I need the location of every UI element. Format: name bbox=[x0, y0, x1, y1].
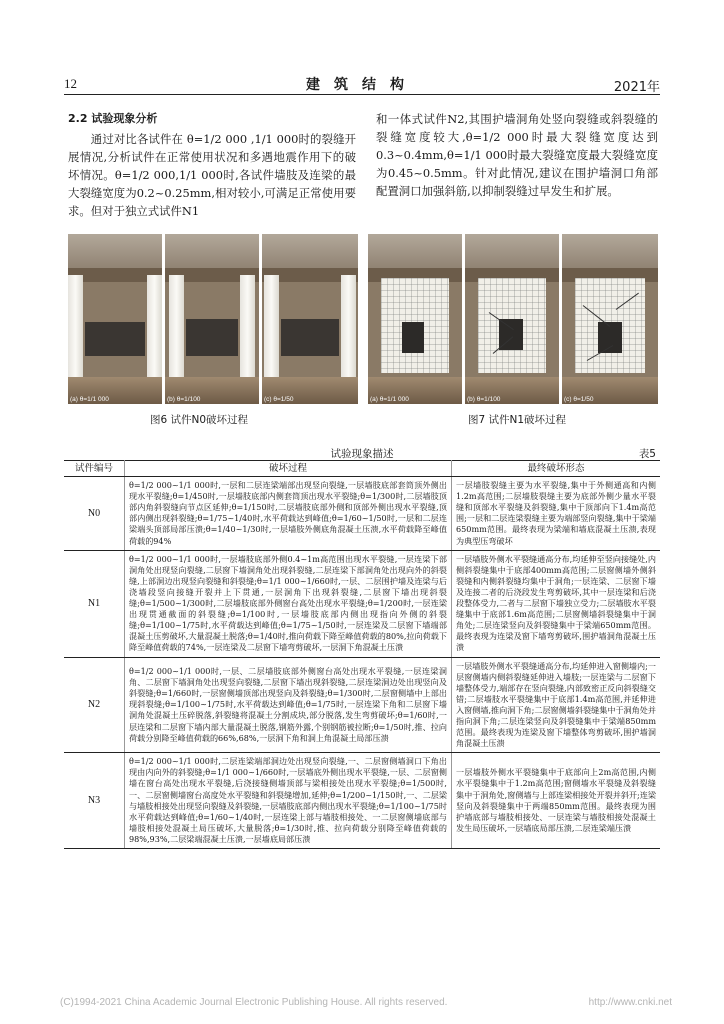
table-row bbox=[64, 657, 660, 753]
fig6-panel-b-label: (b) θ=1/100 bbox=[167, 396, 201, 403]
failure-process: θ=1/2 000~1/1 000时,一层、二层墙肢底部外侧窗台高处出现水平裂缝,一层连梁洞角、二层窗下墙洞角处出现竖向裂缝,二层窗下墙出现斜裂缝,二层连梁洞边处出现竖向及斜裂缝;θ=1/660时,一层窗侧墙顶部出现竖向及斜裂缝;θ=1/300时,二层窗侧墙中上部出现斜裂缝;θ=1/100~1/75时,水平荷载达到峰值;θ=1/75时,一层连梁下角和二层窗下墙洞角处混凝土压碎脱落,斜裂缝将混凝土分割成块,部分脱落,发生弯剪破坏;θ=1/60时,一层连梁和二层窗下墙内部大量混凝土脱落,钢筋外露,个别钢筋被拉断;θ=1/50时,推、拉向荷载分别降至峰值荷载的66%,68%,一层洞下角和洞上角混凝土局部压溃 bbox=[125, 657, 452, 753]
fig7-panel-c-label: (c) θ=1/50 bbox=[564, 396, 594, 403]
fig7-photo-b bbox=[465, 234, 559, 404]
col-header-final: 最终破坏形态 bbox=[452, 461, 661, 477]
figure-7 bbox=[368, 234, 658, 404]
copyright-text: (C)1994-2021 China Academic Journal Electronic Publishing House. All rights reserved. bbox=[60, 997, 448, 1008]
table-row bbox=[64, 753, 660, 849]
table-5-caption bbox=[64, 446, 660, 460]
final-failure-mode: 一层墙肢裂缝主要为水平裂缝,集中于外侧通高和内侧1.2m高范围;二层墙肢裂缝主要为底部外侧少量水平裂缝和顶部水平裂缝及斜裂缝,集中于顶部向下1.4m高范围;一层和二层连梁裂缝主要为端部竖向裂缝,集中于梁端650mm范围。最终表现为梁端和墙底混凝土压溃,表现为典型压弯破坏 bbox=[452, 477, 661, 551]
fig6-panel-c-label: (c) θ=1/50 bbox=[264, 396, 294, 403]
journal-title: 建筑结构 bbox=[306, 77, 418, 93]
figure-6-caption: 图6 试件N0破坏过程 bbox=[150, 414, 249, 426]
body-column-right bbox=[376, 110, 658, 200]
failure-process: θ=1/2 000~1/1 000时,一层墙肢底部外侧0.4~1m高范围出现水平裂缝,一层连梁下部洞角处出现竖向裂缝,二层窗下墙洞角处出现斜裂缝,二层连梁下部洞角处出现向外的斜裂缝,上部洞边出现竖向裂缝和斜裂缝;θ=1/1 000~1/660时,一层、二层围护墙及连梁与后浇墙段竖向接缝开裂并上下贯通,一层洞角下出现斜裂缝,二层窗下墙出现斜裂缝;θ=1/500~1/300时,二层墙肢底部外侧窗台高处出现水平裂缝;θ=1/200时,一层连梁出现贯通截面的斜裂缝;θ=1/100时,一层墙肢底部内侧出现指向外侧的斜裂缝;θ=1/100~1/75时,水平荷载达到峰值;θ=1/75~1/50时,一层连梁及二层窗下墙端部混凝土压剪破坏,大量混凝土脱落;θ=1/40时,推向荷载下降至峰值荷载的80%,拉向荷载下降至峰值荷载的74%,一层连梁及二层窗下墙弯剪破坏,一层洞下角混凝土压溃 bbox=[125, 550, 452, 657]
section-heading: 2.2 试验现象分析 bbox=[68, 112, 158, 125]
col-header-process: 破坏过程 bbox=[125, 461, 452, 477]
fig6-photo-c bbox=[262, 234, 358, 404]
table-row bbox=[64, 477, 660, 551]
table-5 bbox=[64, 460, 660, 849]
figure-6 bbox=[68, 234, 358, 404]
fig7-panel-b-label: (b) θ=1/100 bbox=[467, 396, 501, 403]
table-header-row bbox=[64, 461, 660, 477]
fig7-photo-c bbox=[562, 234, 658, 404]
table-5-title: 试验现象描述 bbox=[330, 448, 394, 460]
cnki-url: http://www.cnki.net bbox=[588, 997, 672, 1008]
figure-7-caption: 图7 试件N1破坏过程 bbox=[468, 414, 567, 426]
specimen-id: N0 bbox=[64, 477, 125, 551]
fig6-photo-a bbox=[68, 234, 162, 404]
issue-year: 2021年 bbox=[613, 80, 660, 95]
col-header-id: 试件编号 bbox=[64, 461, 125, 477]
body-column-left bbox=[68, 110, 356, 220]
failure-process: θ=1/2 000~1/1 000时,二层连梁端部洞边处出现竖向裂缝,一、二层窗侧墙洞口下角出现由内向外的斜裂缝;θ=1/1 000~1/660时,一层墙底外侧出现水平裂缝,一层、二层窗侧墙在窗台高处出现水平裂缝,后浇接缝侧墙顶部与梁相接处出现水平裂缝;θ=1/500时,一、二层窗侧墙窗台高度处水平裂缝和斜裂缝增加,延伸;θ=1/200~1/150时,一、二层梁与墙肢相接处出现竖向裂缝及斜裂缝,一层墙肢底部内侧出现水平裂缝;θ=1/100~1/75时水平荷载达到峰值;θ=1/60~1/40时,一层连梁上部与墙肢相接处、一二层窗侧墙底部与墙肢相接处混凝土局压破坏,大量脱落;θ=1/30时,推、拉向荷载分别降至峰值荷载的98%,93%,二层梁端混凝土压溃,一层墙底局部压溃 bbox=[125, 753, 452, 849]
fig7-panel-a-label: (a) θ=1/1 000 bbox=[370, 396, 409, 403]
page-number: 12 bbox=[64, 76, 77, 91]
final-failure-mode: 一层墙肢外侧水平裂缝通高分布,均延伸至竖向接缝处,内侧斜裂缝集中于底部400mm高范围;二层窗侧墙外侧斜裂缝和内侧斜裂缝均集中于洞角;一层连梁、二层窗下墙及连接二者的后浇段发生弯剪破坏,其中一层连梁和后浇段整体受力,二者与二层窗下墙独立受力;二层墙肢水平裂缝集中于底部1.6m高范围;二层窗侧墙斜裂缝集中于洞角处;二层连梁竖向及斜裂缝集中于梁端650mm范围。最终表现为连梁及窗下墙弯剪破坏,围护墙洞角混凝土压溃 bbox=[452, 550, 661, 657]
paragraph-right: 和一体式试件N2,其围护墙洞角处竖向裂缝或斜裂缝的裂缝宽度较大,θ=1/2 000时最大裂缝宽度达到0.3~0.4mm,θ=1/1 000时最大裂缝宽度最大裂缝宽度为0.45~0.5mm。针对此情况,建议在围护墙洞口角部配置洞口加强斜筋,以抑制裂缝过早发生和扩展。 bbox=[376, 112, 658, 198]
fig7-photo-a bbox=[368, 234, 462, 404]
table-row bbox=[64, 550, 660, 657]
final-failure-mode: 一层墙肢外侧水平裂缝集中于底部向上2m高范围,内侧水平裂缝集中于1.2m高范围;窗侧墙水平裂缝及斜裂缝集中于洞角处,窗侧墙与上部连梁相接处开裂并斜开;连梁竖向及斜裂缝集中于两端850mm范围。最终表现为围护墙底部与墙肢相接处、一层连梁与墙肢相接处混凝土发生局压破坏,一层墙底局部压溃,二层连梁端压溃 bbox=[452, 753, 661, 849]
final-failure-mode: 一层墙肢外侧水平裂缝通高分布,均延伸进入窗侧墙内;一层窗侧墙内侧斜裂缝延伸进入墙肢;一层连梁与二层窗下墙整体受力,端部存在竖向裂缝,内部致密正反向斜裂缝交错;二层墙肢水平裂缝集中于底部1.4m高范围,并延伸进入窗侧墙,推向洞下角;二层窗侧墙斜裂缝集中于洞角处并指向洞下角;二层连梁竖向及斜裂缝集中于梁端850mm范围。最终表现为连梁及窗下墙整体弯剪破坏,围护墙洞角混凝土压溃 bbox=[452, 657, 661, 753]
fig6-photo-b bbox=[165, 234, 259, 404]
specimen-id: N1 bbox=[64, 550, 125, 657]
specimen-id: N2 bbox=[64, 657, 125, 753]
running-header bbox=[64, 72, 660, 95]
table-5-number: 表5 bbox=[638, 448, 656, 460]
specimen-id: N3 bbox=[64, 753, 125, 849]
failure-process: θ=1/2 000~1/1 000时,一层和二层连梁端部出现竖向裂缝,一层墙肢底部套筒顶外侧出现水平裂缝;θ=1/450时,一层墙肢底部内侧套筒顶出现水平裂缝;θ=1/300时,二层墙肢顶部内角斜裂缝向节点区延伸;θ=1/150时,二层墙肢底部外侧和顶部外侧出现水平裂缝,顶部内侧出现斜裂缝;θ=1/75~1/40时,水平荷载达到峰值;θ=1/60~1/50时,一层和二层连梁端头顶部局部压溃;θ=1/40~1/30时,一层墙肢外侧底角混凝土压溃,水平荷载降至峰值荷载的94% bbox=[125, 477, 452, 551]
fig6-panel-a-label: (a) θ=1/1 000 bbox=[70, 396, 109, 403]
paragraph-left: 通过对比各试件在 θ=1/2 000 ,1/1 000时的裂缝开展情况,分析试件在正常使用状况和多遇地震作用下的破坏情况。θ=1/2 000,1/1 000时,各试件墙肢及连梁的最大裂缝宽度为0.2~0.25mm,相对较小,可满足正常使用要求。但对于独立式试件N1 bbox=[68, 132, 356, 218]
